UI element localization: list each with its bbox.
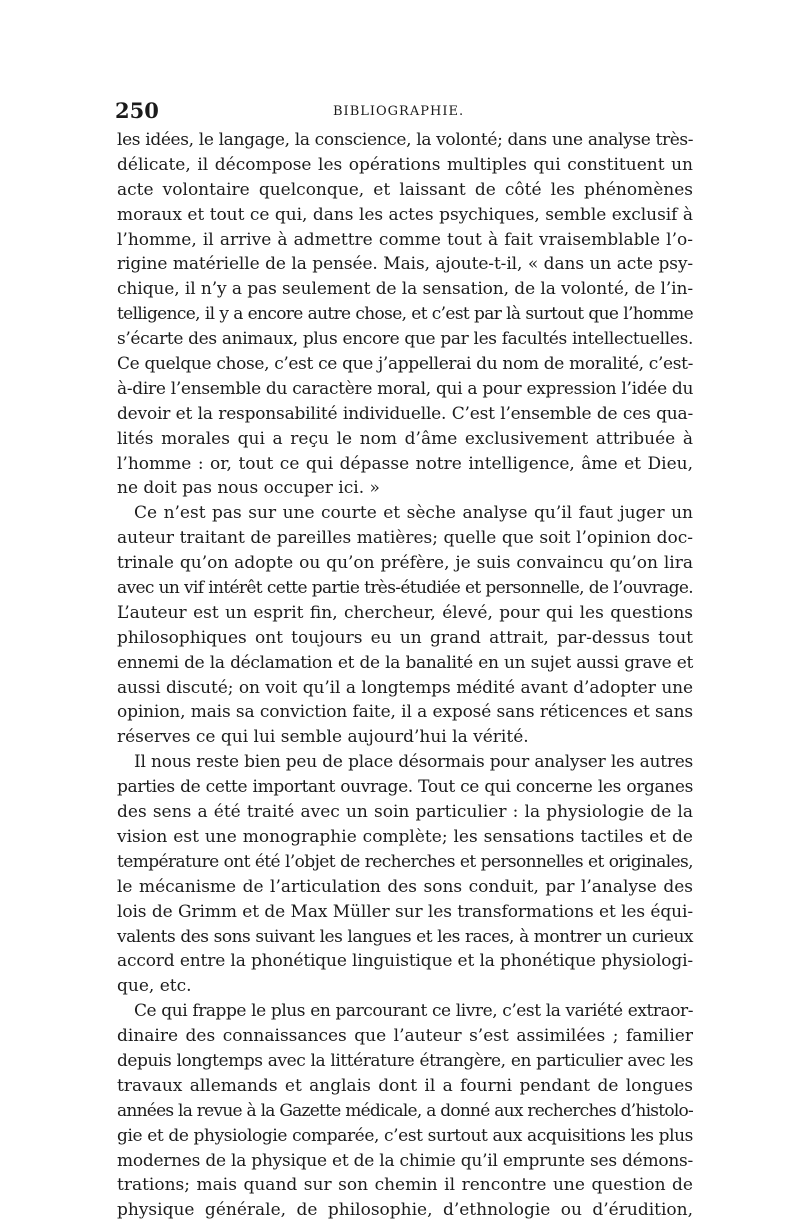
text-line: accord entre la phonétique linguistique et la phonétique physiologi- [117, 951, 693, 972]
body-text [117, 128, 693, 1223]
text-line: le mécanisme de l’articulation des sons conduit, par l’analyse des [117, 876, 693, 897]
text-line: vision est une monographie complète; les sensations tactiles et de [117, 826, 693, 847]
text-line: depuis longtemps avec la littérature étrangère, en particulier avec les [117, 1050, 693, 1071]
text-line: L’auteur est un esprit fin, chercheur, élevé, pour qui les questions [117, 602, 693, 623]
text-line: années la revue à la Gazette médicale, a donné aux recherches d’histolo- [117, 1100, 693, 1121]
text-line: s’écarte des animaux, plus encore que par les facultés intellectuelles. [117, 329, 693, 350]
paragraph-start-line: Il nous reste bien peu de place désormais pour analyser les autres [134, 752, 693, 773]
text-line: philosophiques ont toujours eu un grand attrait, par-dessus tout [117, 627, 693, 648]
text-line: moraux et tout ce qui, dans les actes psychiques, semble exclusif à [117, 204, 693, 225]
text-line: aussi discuté; on voit qu’il a longtemps médité avant d’adopter une [117, 677, 693, 698]
text-line: Ce quelque chose, c’est ce que j’appellerai du nom de moralité, c’est- [117, 354, 693, 375]
text-line: l’homme, il arrive à admettre comme tout à fait vraisemblable l’o- [117, 229, 693, 250]
text-line: lois de Grimm et de Max Müller sur les transformations et les équi- [117, 901, 693, 922]
text-line: ennemi de la déclamation et de la banalité en un sujet aussi grave et [117, 652, 693, 673]
text-line: trinale qu’on adopte ou qu’on préfère, je suis convaincu qu’on lira [117, 553, 693, 574]
text-line: réserves ce qui lui semble aujourd’hui la vérité. [117, 727, 529, 748]
text-line: chique, il n’y a pas seulement de la sensation, de la volonté, de l’in- [117, 279, 693, 300]
text-line: parties de cette important ouvrage. Tout ce qui concerne les organes [117, 777, 693, 798]
text-line: valents des sons suivant les langues et les races, à montrer un curieux [117, 926, 693, 947]
text-line: modernes de la physique et de la chimie qu’il emprunte ses démons- [117, 1150, 693, 1171]
text-line: auteur traitant de pareilles matières; quelle que soit l’opinion doc- [117, 528, 693, 549]
text-line: l’homme : or, tout ce qui dépasse notre intelligence, âme et Dieu, [117, 453, 693, 474]
text-line: à-dire l’ensemble du caractère moral, qui a pour expression l’idée du [117, 378, 694, 399]
text-line: gie et de physiologie comparée, c’est surtout aux acquisitions les plus [117, 1125, 693, 1146]
text-line: délicate, il décompose les opérations multiples qui constituent un [117, 154, 693, 175]
text-line: devoir et la responsabilité individuelle. C’est l’ensemble de ces qua- [117, 403, 693, 424]
running-head [115, 98, 695, 122]
text-line: avec un vif intérêt cette partie très-étudiée et personnelle, de l’ouvrage. [117, 578, 693, 599]
text-line: dinaire des connaissances que l’auteur s’est assimilées ; familier [117, 1026, 693, 1047]
text-line: telligence, il y a encore autre chose, et c’est par là surtout que l’homme [117, 304, 693, 325]
text-line: température ont été l’objet de recherches et personnelles et originales, [117, 851, 693, 872]
running-title: BIBLIOGRAPHIE. [333, 104, 465, 119]
text-line: opinion, mais sa conviction faite, il a exposé sans réticences et sans [117, 702, 693, 723]
text-line: ne doit pas nous occuper ici. » [117, 478, 380, 499]
paragraph-start-line: Ce n’est pas sur une courte et sèche analyse qu’il faut juger un [134, 503, 693, 524]
text-line: rigine matérielle de la pensée. Mais, ajoute-t-il, « dans un acte psy- [117, 254, 693, 275]
text-line: acte volontaire quelconque, et laissant de côté les phénomènes [117, 179, 693, 200]
text-line: physique générale, de philosophie, d’ethnologie ou d’érudition, [117, 1200, 693, 1221]
paragraph-start-line: Ce qui frappe le plus en parcourant ce livre, c’est la variété extraor- [134, 1001, 693, 1022]
text-line: que, etc. [117, 976, 192, 997]
text-line: des sens a été traité avec un soin particulier : la physiologie de la [117, 802, 693, 823]
text-line: trations; mais quand sur son chemin il rencontre une question de [117, 1175, 693, 1196]
page-number: 250 [115, 98, 159, 123]
text-line: travaux allemands et anglais dont il a fourni pendant de longues [117, 1075, 693, 1096]
text-line: les idées, le langage, la conscience, la volonté; dans une analyse très- [117, 130, 694, 150]
text-line: lités morales qui a reçu le nom d’âme exclusivement attribuée à [117, 428, 693, 449]
